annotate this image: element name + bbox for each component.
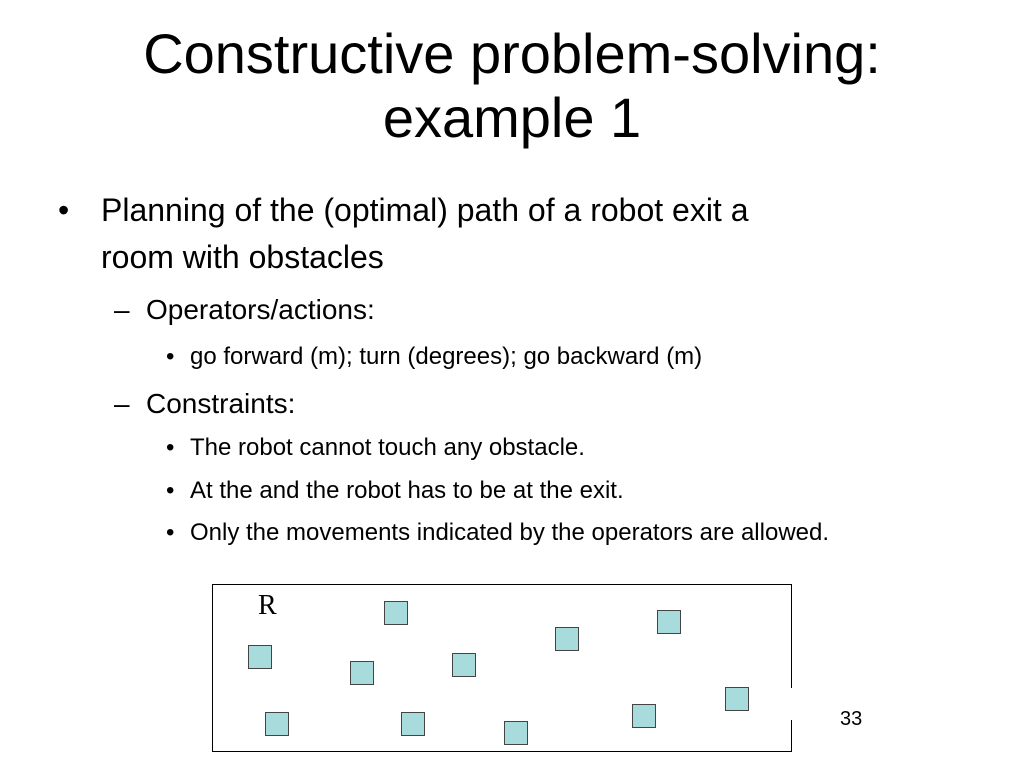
obstacle — [452, 653, 476, 677]
robot-label: R — [258, 590, 277, 621]
obstacle — [248, 645, 272, 669]
title-line-1: Constructive problem-solving: — [143, 22, 881, 85]
bullet-marker: • — [166, 519, 175, 546]
constraint-item: At the and the robot has to be at the exit. — [190, 477, 624, 504]
title-line-2: example 1 — [382, 86, 642, 149]
room-exit — [789, 688, 797, 720]
constraints-label: Constraints: — [146, 388, 296, 419]
dash-marker: – — [114, 294, 130, 325]
obstacle — [725, 687, 749, 711]
obstacle — [265, 712, 289, 736]
constraint-item: The robot cannot touch any obstacle. — [190, 434, 585, 461]
bullet-main-line-1: Planning of the (optimal) path of a robot exit a — [101, 192, 749, 228]
obstacle — [350, 661, 374, 685]
bullet-main-line-2: room with obstacles — [101, 239, 384, 275]
operators-label: Operators/actions: — [146, 294, 375, 325]
obstacle — [657, 610, 681, 634]
obstacle — [555, 627, 579, 651]
obstacle — [504, 721, 528, 745]
obstacle — [401, 712, 425, 736]
constraint-item: Only the movements indicated by the operators are allowed. — [190, 519, 830, 546]
room-diagram — [212, 584, 792, 752]
obstacle — [384, 601, 408, 625]
bullet-marker: • — [166, 343, 175, 370]
dash-marker: – — [114, 388, 130, 419]
operator-item: go forward (m); turn (degrees); go backward (m) — [190, 343, 703, 370]
bullet-marker: • — [58, 192, 70, 228]
page-number: 33 — [840, 708, 863, 730]
obstacle — [632, 704, 656, 728]
bullet-marker: • — [166, 434, 175, 461]
bullet-marker: • — [166, 477, 175, 504]
slide-title — [0, 22, 1024, 150]
